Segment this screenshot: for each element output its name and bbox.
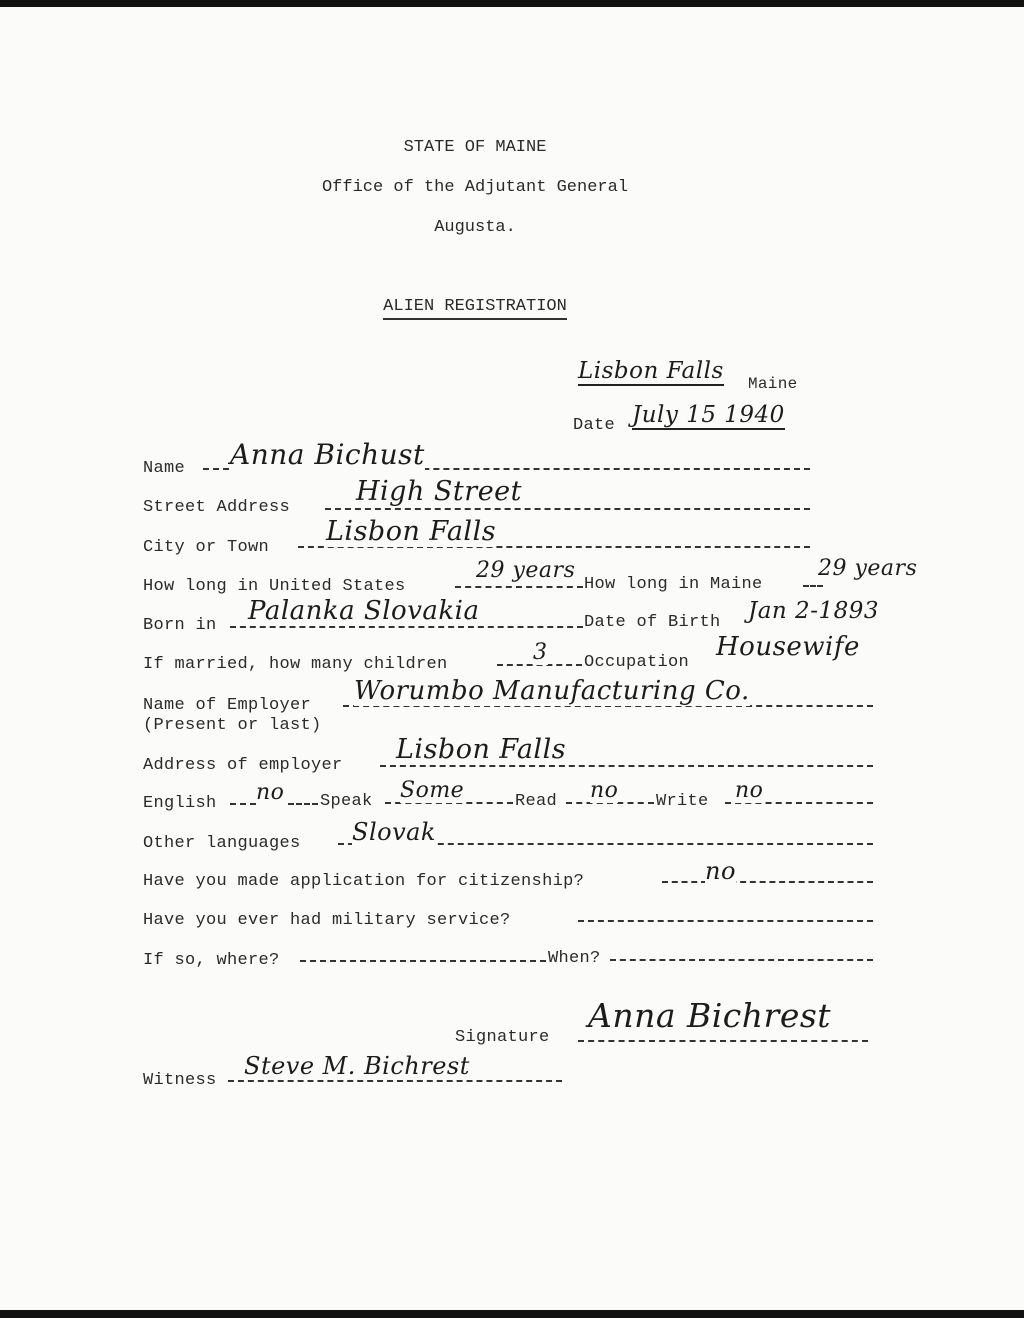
born-label: Born in xyxy=(143,616,217,635)
name-value[interactable]: Anna Bichust xyxy=(230,438,425,471)
other-languages-label: Other languages xyxy=(143,834,301,853)
us-years-label: How long in United States xyxy=(143,577,406,596)
city-heading: Augusta. xyxy=(434,218,516,237)
dob-label: Date of Birth xyxy=(584,613,721,632)
maine-years-label: How long in Maine xyxy=(584,575,763,594)
employer-label: Name of Employer xyxy=(143,696,312,715)
employer-address-value[interactable]: Lisbon Falls xyxy=(396,734,567,765)
employer-sublabel: (Present or last) xyxy=(143,716,322,735)
occupation-value[interactable]: Housewife xyxy=(716,632,860,662)
english-line-post xyxy=(288,803,318,805)
write-value[interactable]: no xyxy=(735,778,764,803)
name-label: Name xyxy=(143,459,186,478)
witness-line xyxy=(228,1080,562,1082)
citizenship-line xyxy=(662,881,873,883)
read-label: Read xyxy=(515,792,558,811)
witness-label: Witness xyxy=(143,1071,217,1090)
scan-border-top xyxy=(0,0,1024,7)
children-label: If married, how many children xyxy=(143,655,448,674)
read-value[interactable]: no xyxy=(590,778,619,803)
maine-years-line xyxy=(803,585,823,587)
english-line-pre xyxy=(230,803,256,805)
signature-label: Signature xyxy=(455,1028,550,1047)
where-label: If so, where? xyxy=(143,951,280,970)
city-label: City or Town xyxy=(143,538,270,557)
citizenship-label: Have you made application for citizenship? xyxy=(143,872,585,891)
english-value[interactable]: no xyxy=(256,780,285,805)
form-title-text: ALIEN REGISTRATION xyxy=(383,297,567,320)
born-value[interactable]: Palanka Slovakia xyxy=(248,596,480,626)
place-suffix: Maine xyxy=(748,375,798,393)
speak-value[interactable]: Some xyxy=(400,778,465,803)
dob-value[interactable]: Jan 2-1893 xyxy=(748,598,879,624)
english-label: English xyxy=(143,794,217,813)
date-value[interactable]: July 15 1940 xyxy=(632,402,785,428)
employer-address-label: Address of employer xyxy=(143,756,343,775)
speak-label: Speak xyxy=(320,792,373,811)
where-line[interactable] xyxy=(300,960,546,962)
place-value[interactable]: Lisbon Falls xyxy=(578,358,724,384)
state-heading: STATE OF MAINE xyxy=(403,138,547,157)
citizenship-value[interactable]: no xyxy=(705,857,736,885)
occupation-label: Occupation xyxy=(584,653,690,672)
when-label: When? xyxy=(548,949,601,968)
signature-value[interactable]: Anna Bichrest xyxy=(588,996,832,1035)
form-title xyxy=(0,297,950,316)
employer-value[interactable]: Worumbo Manufacturing Co. xyxy=(354,676,750,706)
us-years-value[interactable]: 29 years xyxy=(476,558,576,583)
scan-border-bottom xyxy=(0,1310,1024,1318)
office-heading: Office of the Adjutant General xyxy=(321,178,629,197)
employer-address-line xyxy=(380,765,873,767)
maine-years-value[interactable]: 29 years xyxy=(818,556,918,581)
signature-line xyxy=(578,1040,868,1042)
date-label: Date xyxy=(573,416,616,435)
us-years-line xyxy=(455,586,583,588)
street-label: Street Address xyxy=(143,498,291,517)
military-line[interactable] xyxy=(578,920,873,922)
military-label: Have you ever had military service? xyxy=(143,911,511,930)
when-line[interactable] xyxy=(610,959,873,961)
street-line xyxy=(325,508,810,510)
witness-value[interactable]: Steve M. Bichrest xyxy=(244,1052,470,1080)
city-value[interactable]: Lisbon Falls xyxy=(326,516,497,547)
write-label: Write xyxy=(656,792,709,811)
other-languages-value[interactable]: Slovak xyxy=(352,818,436,846)
street-value[interactable]: High Street xyxy=(356,476,522,507)
born-line xyxy=(230,626,583,628)
children-value[interactable]: 3 xyxy=(533,640,548,665)
